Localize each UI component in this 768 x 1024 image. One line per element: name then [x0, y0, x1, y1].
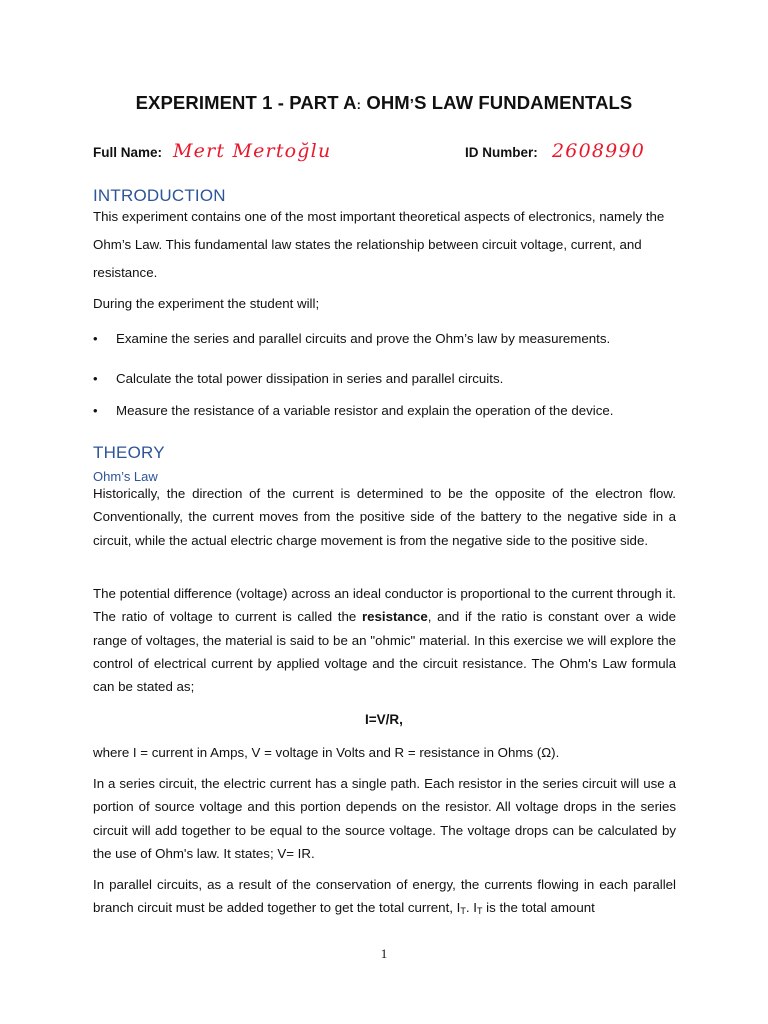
- list-item-text: Calculate the total power dissipation in series and parallel circuits.: [116, 371, 504, 386]
- bullet-icon: •: [93, 331, 98, 346]
- ohms-law-formula: I=V/R,: [365, 712, 403, 727]
- title-part-2a: OHM: [361, 92, 410, 113]
- resistance-term: resistance: [361, 609, 428, 625]
- subscript-t: T: [476, 906, 483, 917]
- bullet-icon: •: [93, 403, 98, 418]
- title-part-1: EXPERIMENT 1 - PART A: [135, 92, 357, 113]
- theory-heading: THEORY: [93, 443, 165, 462]
- introduction-lead: During the experiment the student will;: [93, 296, 320, 311]
- theory-paragraph-5: [93, 873, 676, 924]
- theory-paragraph-5-mid: . I: [465, 900, 477, 916]
- bullet-icon: •: [93, 371, 98, 386]
- list-item-text: Measure the resistance of a variable resistor and explain the operation of the device.: [116, 403, 614, 418]
- id-number-handwritten-value: 2608990: [552, 140, 646, 162]
- theory-paragraph-2: [93, 582, 676, 698]
- page-number: 1: [380, 946, 388, 961]
- theory-paragraph-2-start: The potential difference (voltage) across an ideal conductor is proportional to the current through it. The ratio of voltage to current is called the: [93, 586, 676, 625]
- title-apostrophe: ’: [409, 96, 415, 113]
- full-name-handwritten-value: Mert Mertoğlu: [173, 140, 332, 162]
- theory-paragraph-4: In a series circuit, the electric current has a single path. Each resistor in the series circuit will use a portion of source voltage and this portion depends on the resistor. All voltage drops in the series circuit will add together to be equal to the source voltage. The voltage drops can be calculated by the use of Ohm's law. It states; V= IR.: [93, 776, 676, 861]
- subscript-t: T: [460, 906, 466, 917]
- title-separator: :: [356, 97, 362, 112]
- theory-paragraph-5-start: In parallel circuits, as a result of the conservation of energy, the currents flowing in each parallel branch circuit must be added together to get the total current, I: [93, 877, 676, 916]
- ohms-law-subheading: Ohm’s Law: [93, 469, 158, 484]
- id-number-label: ID Number:: [465, 145, 538, 160]
- theory-paragraph-3: where I = current in Amps, V = voltage in Volts and R = resistance in Ohms (Ω).: [93, 745, 560, 760]
- full-name-label: Full Name:: [93, 145, 163, 160]
- introduction-paragraph: This experiment contains one of the most important theoretical aspects of electronics, namely the Ohm’s Law. This fundamental law states the relationship between circuit voltage, current, and resistance.: [93, 209, 665, 280]
- page-title: [0, 92, 768, 114]
- list-item-text: Examine the series and parallel circuits and prove the Ohm’s law by measurements.: [116, 331, 611, 346]
- introduction-heading: INTRODUCTION: [93, 186, 226, 205]
- title-part-2b: S LAW FUNDAMENTALS: [414, 92, 633, 113]
- theory-paragraph-2-end: , and if the ratio is constant over a wide range of voltages, the material is said to be an "ohmic" material. In this exercise we will explore the control of electrical current by applied voltage and the circuit resistance. The Ohm's Law formula can be stated as;: [93, 609, 676, 695]
- theory-paragraph-1: Historically, the direction of the current is determined to be the opposite of the electron flow. Conventionally, the current moves from the positive side of the battery to the negative side in a circuit, while the actual electric charge movement is from the negative side to the positive side.: [93, 486, 676, 548]
- theory-paragraph-5-end: is the total amount: [482, 900, 595, 916]
